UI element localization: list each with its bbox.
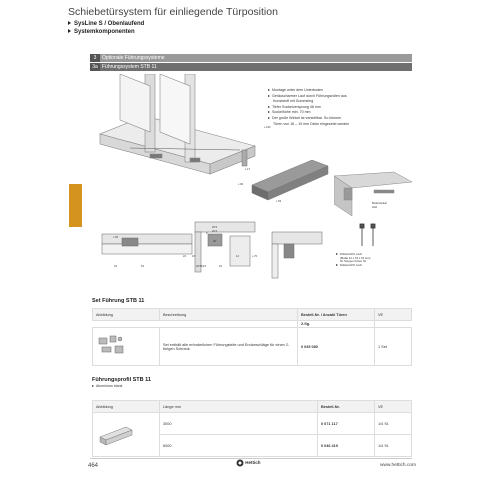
door-count-label: 2-flg.: [298, 321, 375, 328]
order-number-cell: 0 046 419: [318, 435, 375, 457]
subtitle-section: [68, 29, 135, 35]
packaging-unit-cell: 1/4 St.: [375, 435, 412, 457]
feature-text: Geräuscharmer Lauf durch Führungsrollen aus: [272, 93, 347, 98]
column-header: VE: [375, 309, 412, 321]
feature-text: Der große Winkel ist verstellbar. So können: [272, 115, 342, 120]
cross-section-drawing: [100, 214, 270, 276]
dimension-label: 16: [192, 255, 195, 258]
note-text: (Maße 12 x 43 x 15 mm): [340, 255, 371, 260]
dimension-label: ≥ 90: [238, 183, 244, 186]
section-label: Optionale Führungssysteme: [102, 55, 165, 61]
dimension-label: 24: [183, 255, 186, 258]
description-cell: Set enthält alle erforderlichen Führungsteile und Endanschläge für einen 2-türigen Schrank: [160, 328, 298, 366]
front-view-drawing: [270, 224, 330, 284]
page-title: Schiebetürsystem für einliegende Türposition: [68, 6, 278, 18]
column-header: Länge mm: [160, 401, 318, 413]
table-row: [93, 328, 412, 366]
table-header-row: [93, 401, 412, 413]
feature-text: Kunststoff mit Gummiring: [273, 99, 314, 104]
section-bar-3a: [90, 63, 412, 71]
dimension-label: 20.5: [212, 230, 218, 233]
profile-heading: Führungsprofil STB 11: [92, 377, 151, 383]
brand-name: Hettich: [245, 460, 261, 466]
dimension-label: ≥ 53: [276, 200, 282, 203]
feature-text: Sockelhöhe min. 70 mm: [272, 110, 311, 115]
arrow-icon: [68, 29, 71, 33]
profile-rail-image: [96, 419, 136, 449]
dimension-label: 25.5: [212, 226, 218, 229]
screw-icon: [354, 222, 384, 248]
dimension-label: 12: [236, 255, 239, 258]
feature-text: Türen von 16 – 19 mm Dicke eingesetzt werden: [273, 121, 350, 126]
dimension-label: 20.5: [196, 265, 202, 268]
set-parts-image: [96, 334, 128, 358]
arrow-icon: [92, 385, 94, 387]
set-table: [92, 308, 412, 366]
column-header: Bestell-Nr. / Anzahl Türen: [298, 309, 375, 321]
part-label: Bodenwinkel: [372, 202, 387, 205]
section-label: Führungssystem STB 11: [102, 64, 157, 70]
material-text: Aluminium blank: [96, 384, 123, 388]
dimension-label: 19.5: [201, 265, 207, 268]
dimension-label: 19: [219, 265, 222, 268]
subtitle-text: Systemkomponenten: [74, 29, 135, 35]
profile-table: [92, 400, 412, 457]
note-text: Dübelschrift, Holz: [340, 262, 362, 267]
feature-list: [268, 88, 388, 127]
dimension-label: 54: [141, 265, 144, 268]
page-number: 464: [88, 463, 99, 469]
arrow-icon: [268, 89, 270, 91]
table-subheader-row: [93, 321, 412, 328]
hettich-logo-icon: [236, 459, 244, 467]
dimension-label: ≥ 70: [252, 255, 258, 258]
column-header: Beschreibung: [160, 309, 298, 321]
website-url[interactable]: www.hettich.com: [380, 463, 416, 468]
packaging-unit-cell: 1 Set: [375, 328, 412, 366]
section-number: 3a: [90, 63, 100, 71]
arrow-icon: [268, 95, 270, 97]
order-number-cell: 0 045 080: [298, 328, 375, 366]
dimension-label: 46: [213, 240, 216, 243]
chapter-tab: [69, 184, 82, 227]
arrow-icon: [336, 264, 338, 266]
material-note: [92, 385, 122, 389]
brand-logo: [236, 459, 261, 467]
order-number-cell: 0 071 117: [318, 413, 375, 435]
arrow-icon: [268, 111, 270, 113]
table-header-row: [93, 309, 412, 321]
corner-illustration: [334, 158, 414, 218]
column-header: Bestell-Nr.: [318, 401, 375, 413]
dimension-label: ≥ 65: [113, 236, 119, 239]
arrow-icon: [268, 117, 270, 119]
subtitle-product-line: [68, 21, 144, 27]
length-cell: 6000: [160, 435, 318, 457]
arrow-icon: [68, 21, 71, 25]
dimension-label: 32: [114, 265, 117, 268]
set-heading: Set Führung STB 11: [92, 298, 145, 304]
section-bar-3: [90, 54, 412, 62]
column-header: VE: [375, 401, 412, 413]
arrow-icon: [336, 253, 338, 255]
note-text: Dübelschrift, Holz: [340, 252, 362, 256]
column-header: Abbildung: [93, 309, 160, 321]
feature-text: Tiefer Sockelversprung 46 mm: [272, 104, 321, 109]
dimension-label: ≥ 100: [264, 126, 271, 129]
packaging-unit-cell: 1/4 St.: [375, 413, 412, 435]
screw-note: [336, 253, 416, 267]
column-header: Abbildung: [93, 401, 160, 413]
dimension-label: 9: [206, 232, 208, 235]
part-label: Holz: [372, 206, 378, 209]
arrow-icon: [268, 106, 270, 108]
dimension-label: ≥ 17: [245, 168, 251, 171]
section-number: 3: [90, 54, 100, 62]
note-text: für Stopper hinten für: [340, 259, 367, 264]
subtitle-text: SysLine S / Obenlaufend: [74, 21, 145, 27]
product-image-cell: [93, 413, 160, 457]
table-row: [93, 413, 412, 435]
feature-text: Montage unter dem Unterboden: [272, 88, 323, 92]
product-image-cell: [93, 328, 160, 366]
length-cell: 3000: [160, 413, 318, 435]
